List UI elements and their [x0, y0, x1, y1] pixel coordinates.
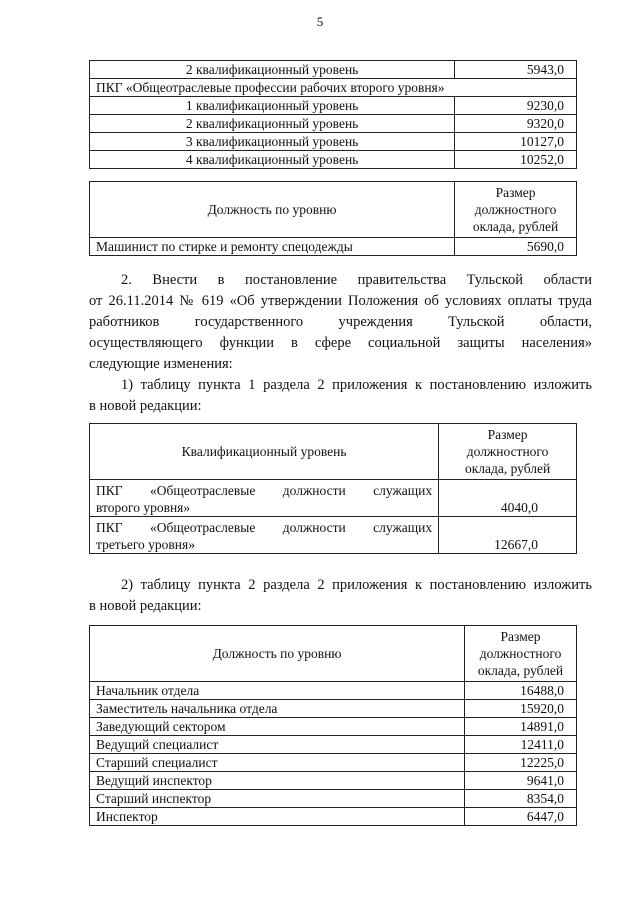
text-line: 2) таблицу пункта 2 раздела 2 приложения к постановлению изложить [121, 577, 592, 593]
table-cell-label: Старший инспектор [90, 790, 465, 808]
table-cell-label: Ведущий специалист [90, 736, 465, 754]
table-cell-label [90, 480, 439, 517]
table-cell-label: Старший специалист [90, 754, 465, 772]
table-cell-value: 4040,0 [439, 480, 577, 517]
table-cell-value: 9641,0 [465, 772, 577, 790]
table-row [90, 736, 577, 754]
table-cell-value: 16488,0 [465, 682, 577, 700]
cell-line: ПКГ «Общеотраслевые должности служащих [96, 520, 433, 535]
table-cell-value: 12411,0 [465, 736, 577, 754]
text-line: 1) таблицу пункта 1 раздела 2 приложения к постановлению изложить [121, 377, 592, 393]
table-header-right [455, 182, 577, 238]
paragraph-table2-change [89, 575, 592, 617]
table-row [90, 133, 577, 151]
table-cell-value: 8354,0 [465, 790, 577, 808]
table-row [90, 115, 577, 133]
table-cell-value: 12225,0 [465, 754, 577, 772]
table-cell-label: Машинист по стирке и ремонту спецодежды [90, 238, 455, 256]
page-number: 5 [316, 14, 324, 29]
header-line: Размер [495, 185, 536, 200]
table-cell-label: Заместитель начальника отдела [90, 700, 465, 718]
table-row [90, 238, 577, 256]
paragraph-amendment [89, 270, 592, 417]
table-row [90, 718, 577, 736]
table-rates-laundry [89, 181, 577, 256]
table-cell-label: Начальник отдела [90, 682, 465, 700]
header-line: оклада, рублей [477, 663, 564, 678]
table-header-row [90, 626, 577, 682]
table-cell-label: 3 квалификационный уровень [90, 133, 455, 151]
table-cell-label: Инспектор [90, 808, 465, 826]
table-cell-label: 1 квалификационный уровень [90, 97, 455, 115]
table-row [90, 754, 577, 772]
header-line: должностного [474, 202, 557, 217]
table-row [90, 151, 577, 169]
cell-line: третьего уровня» [96, 537, 195, 552]
table-cell-value: 9320,0 [455, 115, 577, 133]
table-header-left: Квалификационный уровень [90, 424, 439, 480]
table-header-right [465, 626, 577, 682]
table-cell-label: Ведущий инспектор [90, 772, 465, 790]
table-row [90, 808, 577, 826]
table-row [90, 97, 577, 115]
table-cell-label: 2 квалификационный уровень [90, 61, 455, 79]
table-header-right [439, 424, 577, 480]
table-row [90, 517, 577, 554]
table-cell-value: 15920,0 [465, 700, 577, 718]
text-line: осуществляющего функции в сфере социальной защиты населения» [89, 335, 592, 351]
table-positions [89, 625, 577, 826]
header-line: оклада, рублей [472, 219, 559, 234]
table-row [90, 772, 577, 790]
table-cell-value: 12667,0 [439, 517, 577, 554]
table-group-label: ПКГ «Общеотраслевые профессии рабочих второго уровня» [90, 79, 577, 97]
cell-line: второго уровня» [96, 500, 191, 515]
text-line: в новой редакции: [89, 398, 202, 414]
table-cell-value: 9230,0 [455, 97, 577, 115]
table-cell-label: Заведующий сектором [90, 718, 465, 736]
table-header-row [90, 424, 577, 480]
table-cell-label: 2 квалификационный уровень [90, 115, 455, 133]
table-cell-value: 5690,0 [455, 238, 577, 256]
text-line: 2. Внести в постановление правительства Тульской области [121, 272, 592, 288]
table-header-left: Должность по уровню [90, 182, 455, 238]
table-header-row [90, 182, 577, 238]
table-row [90, 790, 577, 808]
table-row [90, 682, 577, 700]
table-qualification-levels [89, 423, 577, 554]
table-row [90, 700, 577, 718]
table-rates-workers [89, 60, 577, 169]
table-cell-value: 6447,0 [465, 808, 577, 826]
text-line: следующие изменения: [89, 356, 233, 372]
table-cell-value: 10127,0 [455, 133, 577, 151]
table-cell-value: 5943,0 [455, 61, 577, 79]
text-line: от 26.11.2014 № 619 «Об утверждении Положения об условиях оплаты труда [89, 293, 592, 309]
table-cell-value: 14891,0 [465, 718, 577, 736]
header-line: оклада, рублей [464, 461, 551, 476]
header-line: Размер [500, 629, 541, 644]
table-group-row [90, 79, 577, 97]
table-cell-label [90, 517, 439, 554]
header-line: должностного [479, 646, 562, 661]
table-row [90, 61, 577, 79]
table-cell-value: 10252,0 [455, 151, 577, 169]
text-line: работников государственного учреждения Тульской области, [89, 314, 592, 330]
table-row [90, 480, 577, 517]
header-line: Размер [487, 427, 528, 442]
table-cell-label: 4 квалификационный уровень [90, 151, 455, 169]
text-line: в новой редакции: [89, 598, 202, 614]
table-header-left: Должность по уровню [90, 626, 465, 682]
header-line: должностного [466, 444, 549, 459]
cell-line: ПКГ «Общеотраслевые должности служащих [96, 483, 433, 498]
